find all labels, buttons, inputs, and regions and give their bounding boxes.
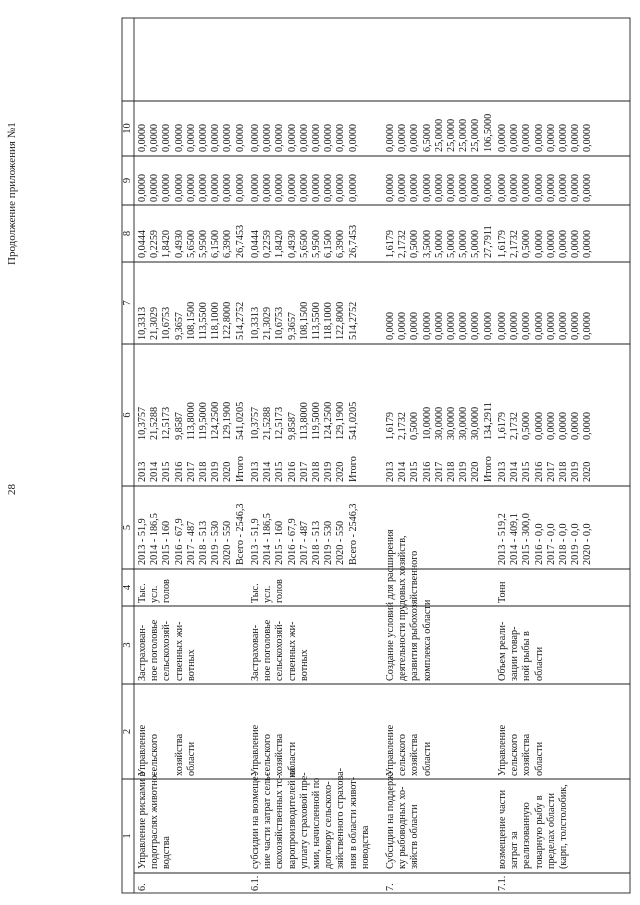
row-7-col8: 1,6179 2,1732 0,5000 3,5000 5,0000 5,0000 5,0000 5,0000 27,7911	[385, 225, 494, 258]
row-6-col6: 10,3757 21,5288 12,5173 9,8587 113,8000 119,5000 124,2500 129,1900 541,0205	[137, 401, 246, 440]
row-7-1-indicator: Объем реали- зации товар- ной рыбы в области	[497, 621, 545, 681]
row-7-1-unit: Тонн	[497, 581, 508, 603]
row-6-id: 6.	[137, 883, 148, 891]
row-7-col10: 0,0000 0,0000 0,0000 6,5000 25,0000 25,0000 25,0000 25,0000 106,5000	[385, 113, 494, 152]
row-7-1-col10: 0,0000 0,0000 0,0000 0,0000 0,0000 0,0000 0,0000 0,0000	[497, 123, 594, 152]
row-6-1-years: 2013 2014 2015 2016 2017 2018 2019 2020 Итого	[250, 456, 359, 482]
row-7-1-id: 7.1.	[497, 875, 508, 891]
colnum-4: 4	[122, 584, 133, 591]
row-7-1-col6: 1,6179 2,1732 0,5000 0,0000 0,0000 0,0000 0,0000 0,0000	[497, 411, 594, 440]
row-7-1-col9: 0,0000 0,0000 0,0000 0,0000 0,0000 0,0000 0,0000 0,0000	[497, 173, 594, 202]
row-6-1-targets: 2013 - 51,9 2014 - 186,5 2015 - 160 2016 - 67,9 2017 - 487 2018 - 513 2019 - 530 2020 - 550 Всего - 2546,3	[250, 503, 359, 565]
row-6-1-name: субсидии на возмеще- ние части затрат сель- скохозяйственных то- варопроизводителей на уплату страховой пре- мии, начисленной по договору сельскохо- зяйственного страхова- ния в области живот- новодства	[250, 767, 371, 869]
colnum-8: 8	[122, 230, 133, 237]
row-6-col9: 0,0000 0,0000 0,0000 0,0000 0,0000 0,0000 0,0000 0,0000 0,0000	[137, 173, 246, 202]
row-7-1-years: 2013 2014 2015 2016 2017 2018 2019 2020	[497, 461, 594, 482]
row-6-col8: 0,0444 0,2259 1,8420 0,4930 5,6500 5,9500 6,1500 6,3900 26,7453	[137, 224, 246, 258]
row-6-unit: Тыс. усл. голов	[137, 579, 173, 603]
row-6-col7: 10,3313 21,3029 10,6753 9,3657 108,1500 113,5500 118,1000 122,8000 514,2752	[137, 301, 246, 340]
colnum-2: 2	[122, 728, 133, 735]
row-6-1-id: 6.1.	[250, 875, 261, 891]
colnum-6: 6	[122, 412, 133, 418]
colnum-7: 7	[122, 300, 133, 306]
row-6-executor: Управление сельского хозяйства области	[137, 724, 197, 776]
row-7-years: 2013 2014 2015 2016 2017 2018 2019 2020 Итого	[385, 456, 494, 482]
row-7-name: Субсидии на поддерж- ку рыбоводных хо- зяйств области	[385, 770, 421, 869]
row-7-executor: Управление сельского хозяйства области	[385, 724, 433, 776]
row-6-col10: 0,0000 0,0000 0,0000 0,0000 0,0000 0,0000 0,0000 0,0000 0,0000	[137, 123, 246, 152]
page-number: 28	[6, 484, 18, 495]
colnum-3: 3	[122, 642, 133, 648]
row-7-1-executor: Управление сельского хозяйства области	[497, 724, 545, 776]
row-6-1-col10: 0,0000 0,0000 0,0000 0,0000 0,0000 0,0000 0,0000 0,0000 0,0000	[250, 123, 359, 152]
colnum-1: 1	[122, 833, 133, 839]
page-title: Продолжение приложения №1	[6, 122, 18, 265]
row-7-1-targets: 2013 - 519,2 2014 - 409,1 2015 - 300,0 2016 - 0,0 2017 - 0,0 2018 - 0,0 2019 - 0,0 2020 - 0,0	[497, 513, 594, 565]
row-6-targets: 2013 - 51,9 2014 - 186,5 2015 - 160 2016 - 67,9 2017 - 487 2018 - 513 2019 - 530 2020 - 550 Всего - 2546,3	[137, 503, 246, 565]
row-6-years: 2013 2014 2015 2016 2017 2018 2019 2020 Итого	[137, 456, 246, 482]
row-6-1-col6: 10,3757 21,5288 12,5173 9,8587 113,8000 119,5000 124,2500 129,1900 541,0205	[250, 401, 359, 440]
row-6-1-indicator: Застрахован- ное поголовье сельскохозяй- ственных жи- вотных	[250, 619, 310, 681]
colnum-10: 10	[122, 123, 133, 134]
row-7-col7: 0,0000 0,0000 0,0000 0,0000 0,0000 0,0000 0,0000 0,0000 0,0000	[385, 311, 494, 340]
row-7-id: 7.	[385, 883, 396, 891]
row-7-col9: 0,0000 0,0000 0,0000 0,0000 0,0000 0,0000 0,0000 0,0000 0,0000	[385, 173, 494, 202]
row-6-1-unit: Тыс. усл. голов	[250, 579, 286, 603]
row-6-name: Управление рисками в подотраслях животно- водства	[137, 771, 173, 869]
row-7-indicator: Создание условий для расширения деятельности прудовых хозяйств, развития рыбохозяйственного комплекса области	[385, 529, 433, 681]
row-6-1-col8: 0,0444 0,2259 1,8420 0,4930 5,6500 5,9500 6,1500 6,3900 26,7453	[250, 224, 359, 258]
row-6-1-col9: 0,0000 0,0000 0,0000 0,0000 0,0000 0,0000 0,0000 0,0000 0,0000	[250, 173, 359, 202]
row-7-1-col7: 0,0000 0,0000 0,0000 0,0000 0,0000 0,0000 0,0000 0,0000	[497, 311, 594, 340]
row-6-1-col7: 10,3313 21,3029 10,6753 9,3657 108,1500 113,5500 118,1000 122,8000 514,2752	[250, 301, 359, 340]
row-7-1-col8: 1,6179 2,1732 0,5000 0,0000 0,0000 0,0000 0,0000 0,0000	[497, 229, 594, 258]
row-6-indicator: Застрахован- ное поголовье сельскохозяй- ственных жи- вотных	[137, 619, 197, 681]
colnum-5: 5	[122, 524, 133, 531]
row-7-col6: 1,6179 2,1732 0,5000 10,0000 30,0000 30,0000 30,0000 30,0000 134,2911	[385, 402, 494, 440]
row-6-1-executor: Управление сельского хозяйства области	[250, 724, 298, 776]
row-7-1-name: возмещение части затрат за реализованную товарную рыбу в пределах области (карп, толстолобик,	[497, 784, 570, 869]
colnum-9: 9	[122, 177, 133, 184]
